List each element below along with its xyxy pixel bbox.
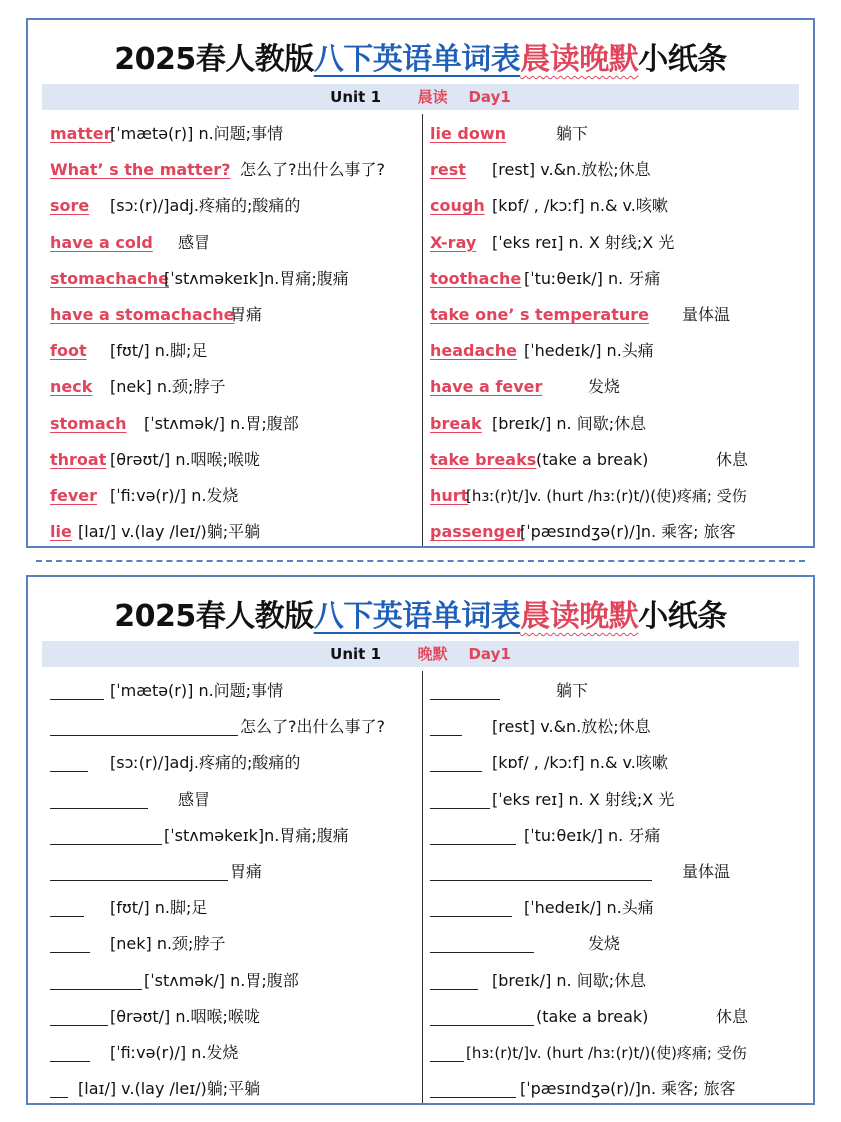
- title-part-4: 小纸条: [638, 42, 727, 77]
- title-part-4: 小纸条: [638, 599, 727, 634]
- word: fever: [50, 485, 97, 505]
- word: take breaks: [430, 449, 537, 469]
- dictation-row: [48, 854, 420, 890]
- meaning: 休息: [716, 1006, 749, 1026]
- blank-line[interactable]: [50, 989, 142, 990]
- word: neck: [50, 377, 93, 397]
- word: foot: [50, 341, 87, 361]
- vocab-row: [428, 369, 808, 405]
- vocab-row: [48, 478, 420, 514]
- blank-line[interactable]: [50, 699, 104, 700]
- unit-label: Unit 1: [330, 88, 382, 106]
- definition: [ˈmætə(r)] n.问题;事情: [110, 681, 284, 700]
- cut-line: [36, 560, 805, 562]
- card-morning-reading: [26, 18, 815, 548]
- definition: (take a break): [536, 1006, 649, 1026]
- blank-line[interactable]: [430, 808, 490, 809]
- vocab-row: [48, 188, 420, 224]
- blank-line[interactable]: [50, 916, 84, 917]
- blank-line[interactable]: [430, 989, 478, 990]
- vocab-row: [428, 152, 808, 188]
- title-part-1: 2025春人教版: [114, 599, 314, 634]
- vocab-row: [428, 297, 808, 333]
- definition: [laɪ/] v.(lay /leɪ/)躺;平躺: [78, 1079, 261, 1099]
- blank-line[interactable]: [50, 952, 90, 953]
- dictation-row: [428, 926, 808, 962]
- blank-line[interactable]: [50, 1025, 108, 1026]
- definition: [kɒf/ , /kɔːf] n.& v.咳嗽: [492, 753, 668, 773]
- mode-label: 晚默: [417, 645, 448, 663]
- title-part-3: 晨读晚默: [520, 42, 639, 77]
- word: rest: [430, 160, 466, 180]
- vocab-row: [48, 514, 420, 550]
- word: take one’ s temperature: [430, 304, 649, 324]
- dictation-row: [48, 782, 420, 818]
- blank-line[interactable]: [430, 1061, 464, 1062]
- definition: 胃痛: [230, 861, 263, 881]
- blank-line[interactable]: [430, 771, 482, 772]
- word: have a fever: [430, 377, 543, 397]
- blank-line[interactable]: [50, 1097, 68, 1098]
- definition: 躺下: [556, 681, 589, 700]
- title-part-3: 晨读晚默: [520, 599, 639, 634]
- definition: [ˈfiːvə(r)/] n.发烧: [110, 1042, 239, 1062]
- vocab-row: [428, 261, 808, 297]
- blank-line[interactable]: [430, 1025, 534, 1026]
- word: What’ s the matter?: [50, 160, 231, 180]
- dictation-row: [428, 709, 808, 745]
- vocab-row: [428, 225, 808, 261]
- dictation-row: [428, 1071, 808, 1107]
- definition: [ˈhedeɪk/] n.头痛: [524, 898, 654, 918]
- dictation-row: [428, 963, 808, 999]
- definition: [rest] v.&n.放松;休息: [492, 160, 651, 180]
- blank-line[interactable]: [430, 952, 534, 953]
- dictation-row: [428, 782, 808, 818]
- vocab-row: [48, 261, 420, 297]
- word: stomach: [50, 413, 127, 433]
- vocab-row: [48, 406, 420, 442]
- vocab-row: [428, 333, 808, 369]
- vocab-row: [48, 225, 420, 261]
- definition: 怎么了?出什么事了?: [240, 717, 385, 737]
- word: have a stomachache: [50, 304, 235, 324]
- dictation-row: [48, 999, 420, 1035]
- day-label: Day1: [468, 645, 511, 663]
- dictation-row: [428, 999, 808, 1035]
- definition: [ˈstʌməkeɪk]n.胃痛;腹痛: [164, 825, 349, 845]
- definition: (take a break): [536, 449, 649, 469]
- meaning: 休息: [716, 449, 749, 469]
- blank-line[interactable]: [430, 735, 462, 736]
- definition: [ˈfiːvə(r)/] n.发烧: [110, 485, 239, 505]
- word: X-ray: [430, 232, 477, 252]
- definition: 量体温: [682, 861, 731, 881]
- blank-line[interactable]: [50, 771, 88, 772]
- dictation-row: [428, 854, 808, 890]
- definition: [nek] n.颈;脖子: [110, 934, 226, 954]
- blank-line[interactable]: [50, 880, 228, 881]
- blank-line[interactable]: [50, 735, 238, 736]
- word: break: [430, 413, 482, 433]
- definition: [ˈtuːθeɪk/] n. 牙痛: [524, 825, 661, 845]
- dictation-row: [428, 1035, 808, 1071]
- blank-line[interactable]: [50, 844, 162, 845]
- word: lie down: [430, 124, 507, 143]
- definition: [fʊt/] n.脚;足: [110, 341, 208, 361]
- vocab-row: [428, 116, 808, 152]
- definition: [nek] n.颈;脖子: [110, 377, 226, 397]
- vocab-row: [428, 478, 808, 514]
- dictation-row: [48, 745, 420, 781]
- dictation-row: [48, 1071, 420, 1107]
- definition: 发烧: [588, 934, 621, 954]
- blank-line[interactable]: [430, 1097, 516, 1098]
- word: headache: [430, 341, 518, 361]
- definition: 感冒: [178, 232, 211, 252]
- blank-line[interactable]: [430, 880, 652, 881]
- dictation-row: [48, 890, 420, 926]
- card-title: [28, 591, 813, 635]
- dictation-row: [428, 890, 808, 926]
- dictation-row: [48, 963, 420, 999]
- definition: 怎么了?出什么事了?: [240, 160, 385, 180]
- definition: 躺下: [556, 124, 589, 143]
- vocab-row: [48, 442, 420, 478]
- definition: [sɔː(r)/]adj.疼痛的;酸痛的: [110, 753, 301, 773]
- vocab-row: [428, 514, 808, 550]
- definition: [ˈstʌmək/] n.胃;腹部: [144, 970, 299, 990]
- word: lie: [50, 522, 72, 542]
- blank-line[interactable]: [50, 808, 148, 809]
- definition: [ˈeks reɪ] n. X 射线;X 光: [492, 232, 675, 252]
- day-label: Day1: [468, 88, 511, 106]
- definition: 量体温: [682, 304, 731, 324]
- definition: [ˈtuːθeɪk/] n. 牙痛: [524, 268, 661, 288]
- blank-line[interactable]: [50, 1061, 90, 1062]
- left-column: [48, 673, 420, 1107]
- vocab-row: [48, 116, 420, 152]
- definition: [hɜː(r)t/]v. (hurt /hɜː(r)t/)(使)疼痛; 受伤: [466, 486, 747, 505]
- word: cough: [430, 196, 485, 216]
- column-divider: [422, 114, 423, 546]
- definition: 胃痛: [230, 304, 263, 324]
- definition: [breɪk/] n. 间歇;休息: [492, 413, 647, 433]
- definition: [rest] v.&n.放松;休息: [492, 717, 651, 737]
- blank-line[interactable]: [430, 699, 500, 700]
- vocab-row: [428, 442, 808, 478]
- vocab-row: [48, 152, 420, 188]
- definition: [breɪk/] n. 间歇;休息: [492, 970, 647, 990]
- blank-line[interactable]: [430, 844, 516, 845]
- blank-line[interactable]: [430, 916, 512, 917]
- dictation-row: [48, 926, 420, 962]
- vocab-row: [48, 297, 420, 333]
- dictation-row: [48, 709, 420, 745]
- dictation-row: [428, 673, 808, 709]
- definition: 发烧: [588, 377, 621, 397]
- definition: [fʊt/] n.脚;足: [110, 898, 208, 918]
- definition: [ˈpæsɪndʒə(r)/]n. 乘客; 旅客: [520, 1079, 736, 1099]
- definition: [laɪ/] v.(lay /leɪ/)躺;平躺: [78, 522, 261, 542]
- card-evening-dictation: [26, 575, 815, 1105]
- dictation-row: [48, 818, 420, 854]
- card-title: [28, 34, 813, 78]
- unit-bar: [42, 84, 799, 110]
- definition: [kɒf/ , /kɔːf] n.& v.咳嗽: [492, 196, 668, 216]
- definition: [ˈhedeɪk/] n.头痛: [524, 341, 654, 361]
- definition: [θrəʊt/] n.咽喉;喉咙: [110, 449, 260, 469]
- vocab-row: [428, 188, 808, 224]
- definition: [ˈeks reɪ] n. X 射线;X 光: [492, 789, 675, 809]
- word: passenger: [430, 522, 524, 542]
- vocab-row: [48, 369, 420, 405]
- definition: [hɜː(r)t/]v. (hurt /hɜː(r)t/)(使)疼痛; 受伤: [466, 1043, 747, 1062]
- title-part-2: 八下英语单词表: [313, 599, 521, 634]
- left-column: [48, 116, 420, 550]
- definition: [sɔː(r)/]adj.疼痛的;酸痛的: [110, 196, 301, 216]
- word: throat: [50, 449, 107, 469]
- word: matter: [50, 124, 112, 143]
- word: hurt: [430, 485, 469, 505]
- title-part-2: 八下英语单词表: [313, 42, 521, 77]
- definition: [ˈmætə(r)] n.问题;事情: [110, 124, 284, 143]
- title-part-1: 2025春人教版: [114, 42, 314, 77]
- definition: [ˈstʌməkeɪk]n.胃痛;腹痛: [164, 268, 349, 288]
- word: sore: [50, 196, 90, 216]
- dictation-row: [428, 745, 808, 781]
- dictation-row: [48, 1035, 420, 1071]
- right-column: [428, 116, 808, 550]
- word: stomachache: [50, 268, 170, 288]
- dictation-row: [428, 818, 808, 854]
- column-divider: [422, 671, 423, 1103]
- word: toothache: [430, 268, 522, 288]
- dictation-row: [48, 673, 420, 709]
- mode-label: 晨读: [417, 88, 448, 106]
- unit-bar: [42, 641, 799, 667]
- definition: 感冒: [178, 789, 211, 809]
- vocab-row: [48, 333, 420, 369]
- vocab-row: [428, 406, 808, 442]
- definition: [ˈpæsɪndʒə(r)/]n. 乘客; 旅客: [520, 522, 736, 542]
- right-column: [428, 673, 808, 1107]
- unit-label: Unit 1: [330, 645, 382, 663]
- definition: [θrəʊt/] n.咽喉;喉咙: [110, 1006, 260, 1026]
- word: have a cold: [50, 232, 153, 252]
- definition: [ˈstʌmək/] n.胃;腹部: [144, 413, 299, 433]
